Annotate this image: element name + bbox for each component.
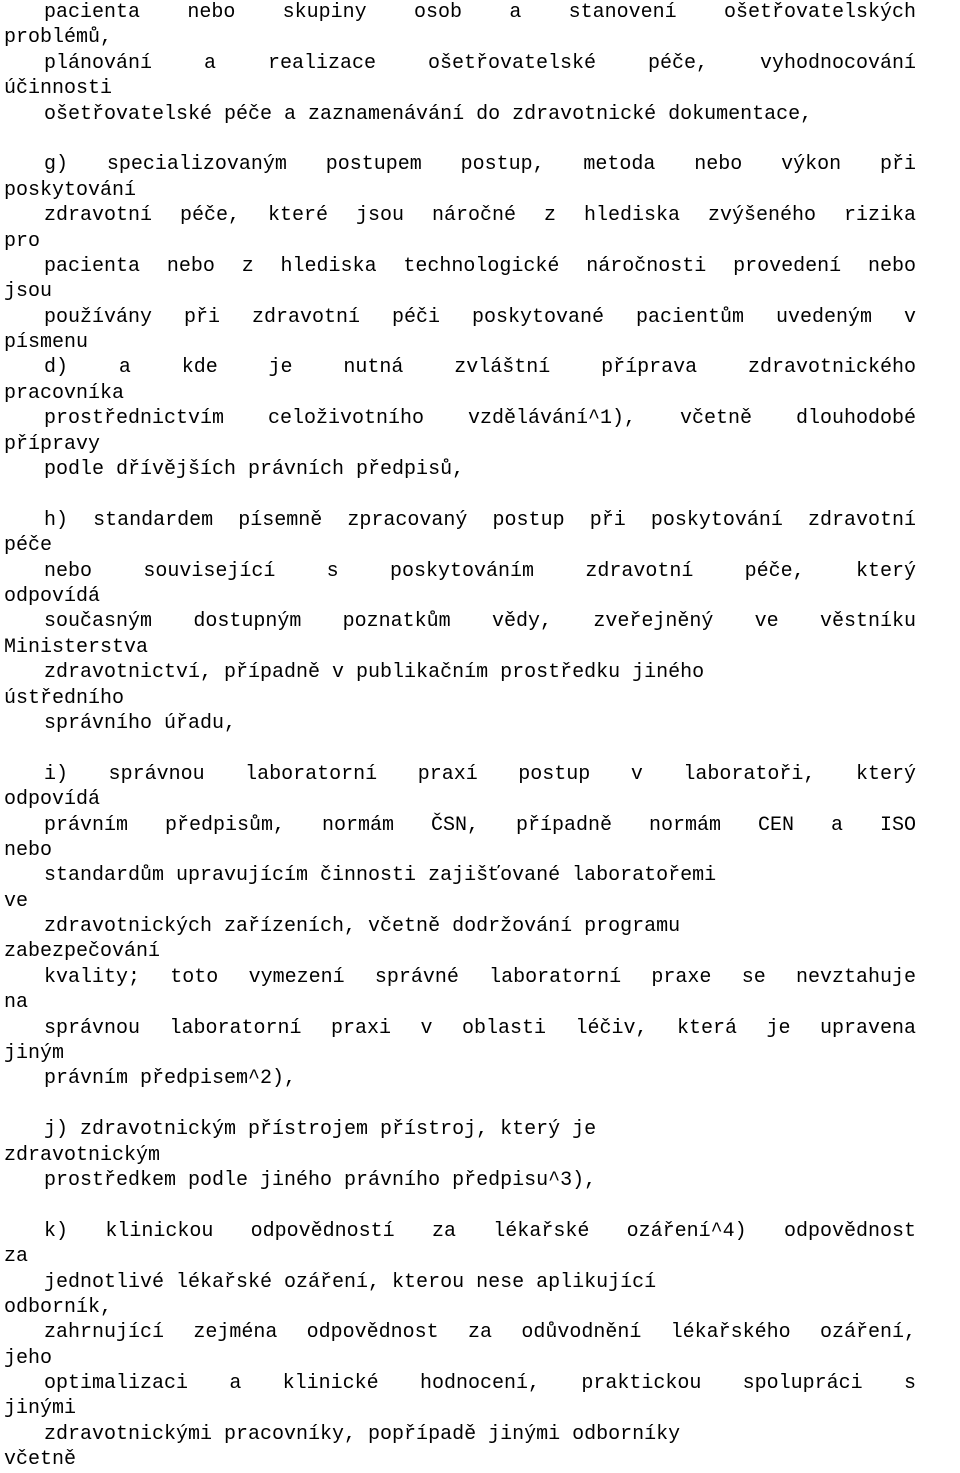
- wrapped-line: jeho: [4, 1346, 53, 1370]
- wrapped-line: jiným: [4, 1042, 65, 1066]
- text-line: prostřednictvím celoživotního vzdělávání^1), včetně dlouhodobé: [44, 407, 916, 431]
- wrapped-line: ústředního: [4, 686, 125, 710]
- wrapped-line: zabezpečování: [4, 940, 161, 964]
- text-line: kvality; toto vymezení správné laboratorní praxe se nevztahuje: [44, 965, 916, 989]
- paragraph-gap: [4, 482, 960, 507]
- paragraph: [4, 152, 960, 482]
- text-line: standardům upravujícím činnosti zajišťované laboratořemi: [44, 864, 717, 888]
- wrapped-line: přípravy: [4, 432, 101, 456]
- text-line: i) správnou laboratorní praxí postup v laboratoři, který: [44, 762, 916, 786]
- wrapped-line: problémů,: [4, 26, 113, 50]
- text-line: právním předpisům, normám ČSN, případně normám CEN a ISO: [44, 813, 916, 837]
- wrapped-line: jinými: [4, 1397, 77, 1421]
- text-line: g) specializovaným postupem postup, metoda nebo výkon při: [44, 153, 916, 177]
- text-line: pacienta nebo z hlediska technologické náročnosti provedení nebo: [44, 254, 916, 278]
- text-line: optimalizaci a klinické hodnocení, praktickou spolupráci s: [44, 1372, 916, 1396]
- wrapped-line: pro: [4, 229, 41, 253]
- text-line: správnou laboratorní praxi v oblasti léčiv, která je upravena: [44, 1016, 916, 1040]
- text-line: k) klinickou odpovědností za lékařské ozáření^4) odpovědnost: [44, 1219, 916, 1243]
- text-line: správního úřadu,: [44, 711, 237, 735]
- text-line: jednotlivé lékařské ozáření, kterou nese aplikující: [44, 1270, 657, 1294]
- paragraph: [4, 1117, 960, 1193]
- text-line: zdravotnickými pracovníky, popřípadě jinými odborníky: [44, 1422, 681, 1446]
- wrapped-line: ve: [4, 889, 29, 913]
- text-line: zdravotnických zařízeních, včetně dodržování programu: [44, 915, 681, 939]
- wrapped-line: včetně: [4, 1448, 77, 1472]
- text-line: d) a kde je nutná zvláštní příprava zdravotnického: [44, 356, 916, 380]
- text-line: h) standardem písemně zpracovaný postup při poskytování zdravotní: [44, 508, 916, 532]
- wrapped-line: písmenu: [4, 331, 89, 355]
- wrapped-line: péče: [4, 534, 53, 558]
- text-line: zdravotnictví, případně v publikačním prostředku jiného: [44, 661, 705, 685]
- wrapped-line: Ministerstva: [4, 635, 149, 659]
- text-line: j) zdravotnickým přístrojem přístroj, který je: [44, 1118, 597, 1142]
- wrapped-line: odpovídá: [4, 788, 101, 812]
- text-line: plánování a realizace ošetřovatelské péče, vyhodnocování: [44, 51, 916, 75]
- text-line: prostředkem podle jiného právního předpisu^3),: [44, 1168, 597, 1192]
- wrapped-line: na: [4, 991, 29, 1015]
- wrapped-line: poskytování: [4, 178, 137, 202]
- wrapped-line: nebo: [4, 838, 53, 862]
- paragraph: [4, 762, 960, 1092]
- text-line: ošetřovatelské péče a zaznamenávání do zdravotnické dokumentace,: [44, 102, 813, 126]
- text-line: zahrnující zejména odpovědnost za odůvodnění lékařského ozáření,: [44, 1321, 916, 1345]
- paragraph-gap: [4, 1092, 960, 1117]
- text-line: zdravotní péče, které jsou náročné z hlediska zvýšeného rizika: [44, 204, 916, 228]
- paragraph-gap: [4, 127, 960, 152]
- paragraph-gap: [4, 736, 960, 761]
- text-line: nebo související s poskytováním zdravotní péče, který: [44, 559, 916, 583]
- wrapped-line: za: [4, 1245, 29, 1269]
- wrapped-line: pracovníka: [4, 381, 125, 405]
- paragraph: [4, 1219, 960, 1473]
- wrapped-line: odpovídá: [4, 584, 101, 608]
- text-line: současným dostupným poznatkům vědy, zveřejněný ve věstníku: [44, 610, 916, 634]
- text-line: používány při zdravotní péči poskytované pacientům uvedeným v: [44, 305, 916, 329]
- paragraph-gap: [4, 1193, 960, 1218]
- text-line: podle dřívějších právních předpisů,: [44, 458, 465, 482]
- wrapped-line: jsou: [4, 280, 53, 304]
- wrapped-line: zdravotnickým: [4, 1143, 161, 1167]
- wrapped-line: účinnosti: [4, 77, 113, 101]
- wrapped-line: odborník,: [4, 1295, 113, 1319]
- paragraph: [4, 0, 960, 127]
- text-line: pacienta nebo skupiny osob a stanovení ošetřovatelských: [44, 1, 916, 24]
- paragraph: [4, 508, 960, 737]
- text-line: právním předpisem^2),: [44, 1067, 297, 1091]
